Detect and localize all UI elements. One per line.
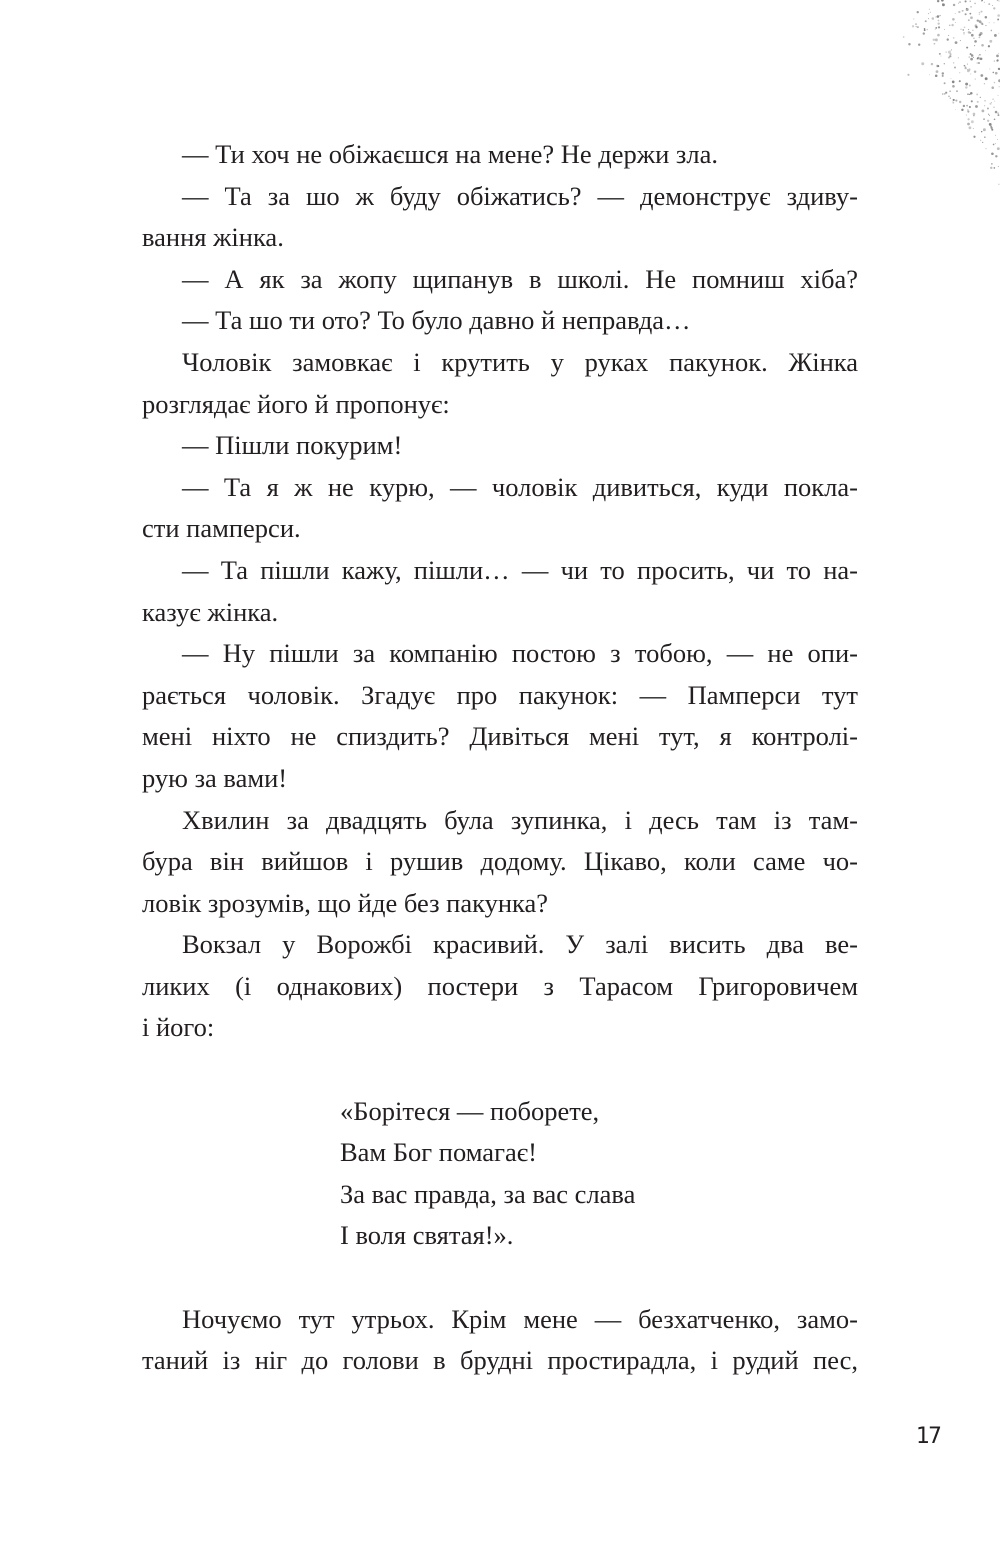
text-line: казує жінка. xyxy=(142,596,279,627)
text-line: — Та я ж не курю, — чоловік дивиться, куди покла- xyxy=(182,471,858,502)
poem-line: За вас правда, за вас слава xyxy=(340,1178,636,1209)
text-line: бура він вийшов і рушив додому. Цікаво, коли саме чо- xyxy=(142,846,858,877)
text-line: — Та пішли кажу, пішли… — чи то просить, чи то на- xyxy=(182,554,858,585)
text-line: Ночуємо тут утрьох. Крім мене — безхатченко, замо- xyxy=(182,1303,858,1334)
poem-line: І воля святая!». xyxy=(340,1220,514,1251)
blank-line xyxy=(142,1049,858,1091)
poem-line: «Борітеся — поборете, xyxy=(340,1095,600,1126)
text-line: — А як за жопу щипанув в школі. Не помниш хіба? xyxy=(182,263,858,294)
text-line: рую за вами! xyxy=(142,762,288,793)
text-line: мені ніхто не спиздить? Дивіться мені тут, я контролі- xyxy=(142,721,858,752)
text-line: рається чоловік. Згадує про пакунок: — Памперси тут xyxy=(142,679,858,710)
blank-line xyxy=(142,1257,858,1299)
text-line: Хвилин за двадцять була зупинка, і десь там із там- xyxy=(182,804,858,835)
poem-line: Вам Бог помагає! xyxy=(340,1137,537,1168)
text-line: — Та шо ти ото? То було давно й неправда… xyxy=(182,305,691,336)
text-line: — Ну пішли за компанію постою з тобою, — не опи- xyxy=(182,638,858,669)
text-line: ловік зрозумів, що йде без пакунка? xyxy=(142,887,549,918)
text-line: і його: xyxy=(142,1012,215,1043)
text-line: ликих (і однакових) постери з Тарасом Григоровичем xyxy=(142,970,858,1001)
page-body-text xyxy=(142,134,858,1382)
text-line: — Та за шо ж буду обіжатись? — демонструє здиву- xyxy=(182,180,858,211)
text-line: розглядає його й пропонує: xyxy=(142,388,450,419)
text-line: — Пішли покурим! xyxy=(182,430,403,461)
text-line: Вокзал у Ворожбі красивий. У залі висить два ве- xyxy=(182,929,858,960)
ink-splatter-decoration xyxy=(850,0,1000,190)
text-line: вання жінка. xyxy=(142,222,284,253)
text-line: Чоловік замовкає і крутить у руках пакунок. Жінка xyxy=(182,346,858,377)
page-number: 17 xyxy=(916,1424,940,1449)
text-line: сти памперси. xyxy=(142,513,301,544)
text-line: таний із ніг до голови в брудні простирадла, і рудий пес, xyxy=(142,1345,858,1376)
text-line: — Ти хоч не обіжаєшся на мене? Не держи зла. xyxy=(182,139,718,169)
